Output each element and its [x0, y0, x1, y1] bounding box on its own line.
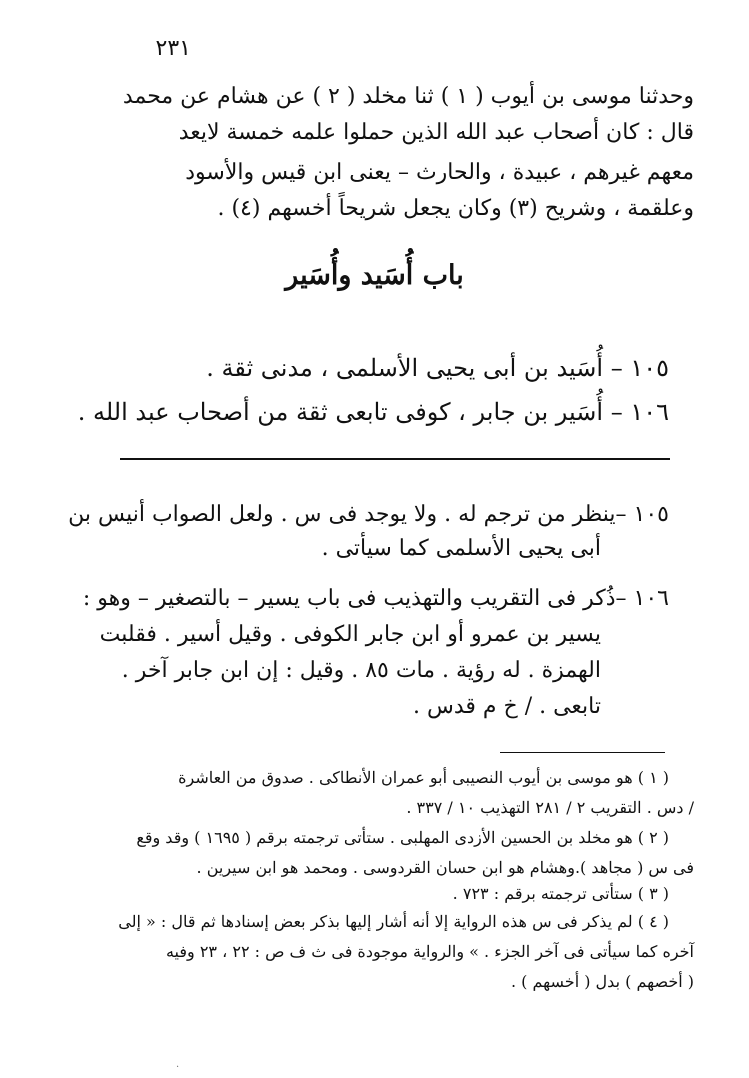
scan-speck: · [176, 1062, 180, 1073]
footnote-line: ( ١ ) هو موسى بن أيوب النصيبى أبو عمران الأنطاكى . صدوق من العاشرة [178, 768, 669, 787]
footnote-line: ( ٣ ) ستأتى ترجمته برقم : ٧٢٣ . [452, 884, 669, 903]
section-divider [120, 458, 670, 460]
footnote-line: آخره كما سيأتى فى آخر الجزء . » والرواية موجودة فى ث ف ص : ٢٢ ، ٢٣ وفيه [165, 942, 694, 961]
footnote-line: / دس . التقريب ٢ / ٢٨١ التهذيب ١٠ / ٣٣٧ . [406, 798, 694, 817]
footnote-line: ( ٤ ) لم يذكر فى س هذه الرواية إلا أنه أشار إليها بذكر بعض إسنادها ثم قال : « إلى [118, 912, 669, 931]
note-line: ١٠٥ –ينظر من ترجم له . ولا يوجد فى س . ولعل الصواب أنيس بن [68, 502, 669, 527]
footnote-line: فى س ( مجاهد ).وهشام هو ابن حسان القردوسى . ومحمد هو ابن سيرين . [196, 858, 694, 877]
note-line: أبى يحيى الأسلمى كما سيأتى . [321, 536, 601, 561]
note-line: يسير بن عمرو أو ابن جابر الكوفى . وقيل أسير . فقلبت [99, 622, 601, 647]
intro-line: قال : كان أصحاب عبد الله الذين حملوا علمه خمسة لايعد [178, 120, 694, 145]
intro-line: وحدثنا موسى بن أيوب ( ١ ) ثنا مخلد ( ٢ ) عن هشام عن محمد [122, 84, 694, 109]
entry-106: ١٠٦ – أُسَير بن جابر ، كوفى تابعى ثقة من أصحاب عبد الله . [77, 398, 669, 426]
intro-line: معهم غيرهم ، عبيدة ، والحارث – يعنى ابن قيس والأسود [185, 160, 694, 185]
note-line: الهمزة . له رؤية . مات ٨٥ . وقيل : إن ابن جابر آخر . [121, 658, 601, 683]
chapter-heading: باب أُسَيد وأُسَير [285, 260, 464, 291]
footnote-divider [500, 752, 665, 753]
page-number: ٢٣١ [155, 36, 191, 61]
footnote-line: ( أخصهم ) بدل ( أخسهم ) . [511, 972, 694, 991]
intro-line: وعلقمة ، وشريح (٣) وكان يجعل شريحاً أخسهم (٤) . [217, 196, 694, 221]
entry-105: ١٠٥ – أُسَيد بن أبى يحيى الأسلمى ، مدنى ثقة . [206, 354, 669, 382]
footnote-line: ( ٢ ) هو مخلد بن الحسين الأزدى المهلبى . ستأتى ترجمته برقم ( ١٦٩٥ ) وقد وقع [136, 828, 669, 847]
note-line: ١٠٦ –ذُكر فى التقريب والتهذيب فى باب يسير – بالتصغير – وهو : [82, 586, 669, 611]
note-line: تابعى . / خ م قدس . [413, 694, 601, 719]
